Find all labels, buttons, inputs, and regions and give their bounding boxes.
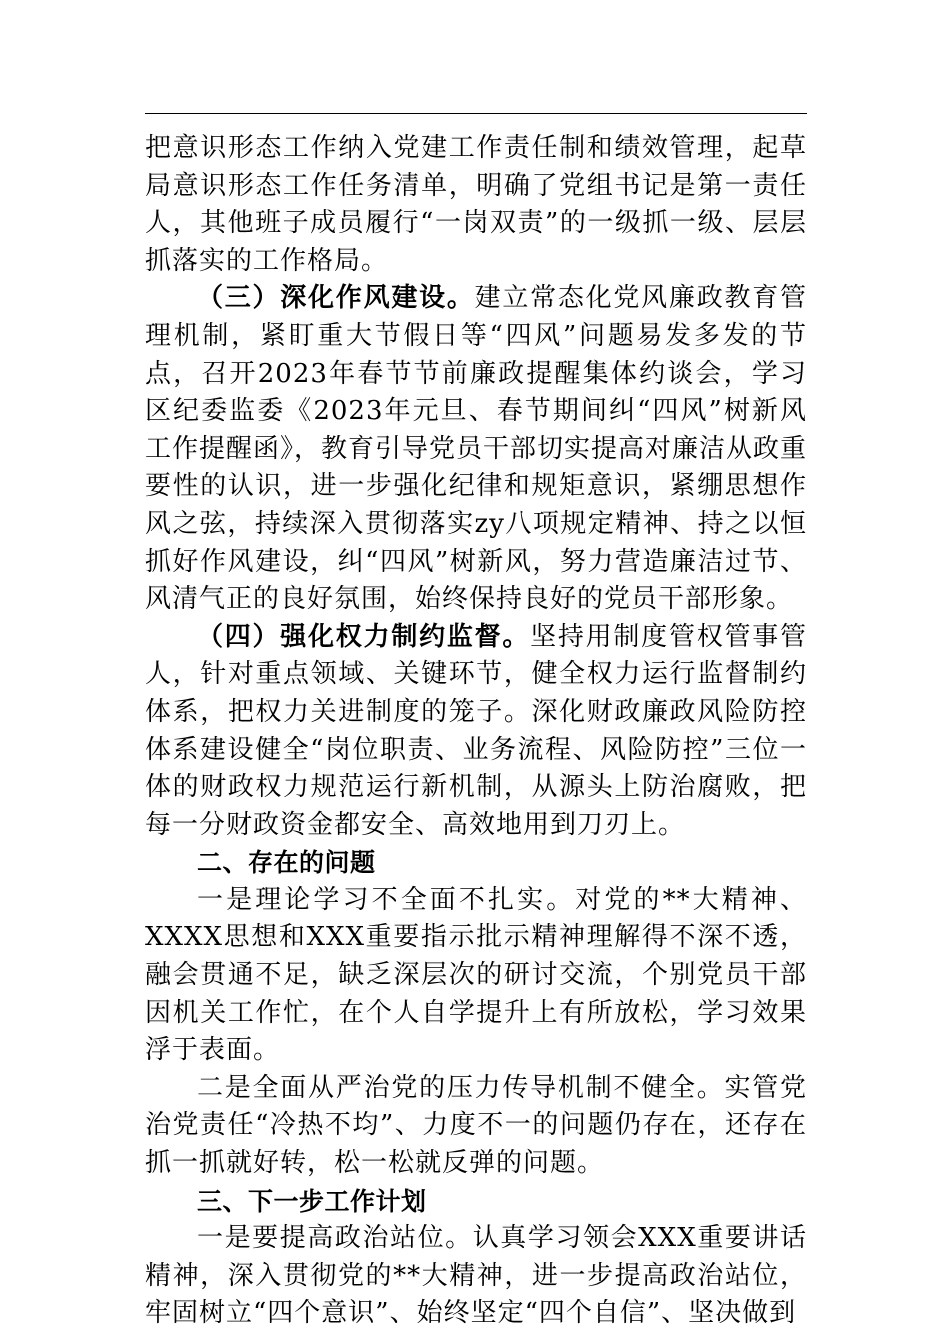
paragraph-section-four	[145, 619, 807, 845]
section-lead: （四）强化权力制约监督。	[197, 621, 531, 652]
paragraph-problem-one	[145, 882, 807, 1070]
paragraph-ideology-continued	[145, 130, 807, 280]
paragraph-problem-two	[145, 1070, 807, 1183]
heading-next-steps: 三、下一步工作计划	[197, 1186, 427, 1216]
document-body	[145, 130, 807, 1333]
heading-existing-problems: 二、存在的问题	[197, 848, 376, 878]
paragraph-text: 一是理论学习不全面不扎实。对党的**大精神、XXXX思想和XXX重要指示批示精神理解得不深不透，融会贯通不足，缺乏深层次的研讨交流，个别党员干部因机关工作忙，在个人自学提升上有所放松，学习效果浮于表面。	[145, 884, 807, 1066]
paragraph-section-three	[145, 280, 807, 618]
section-lead: （三）深化作风建设。	[197, 283, 475, 314]
paragraph-text: 建立常态化党风廉政教育管理机制，紧盯重大节假日等“四风”问题易发多发的节点，召开2023年春节节前廉政提醒集体约谈会，学习区纪委监委《2023年元旦、春节期间纠“四风”树新风工作提醒函》，教育引导党员干部切实提高对廉洁从政重要性的认识，进一步强化纪律和规矩意识，紧绷思想作风之弦，持续深入贯彻落实zy八项规定精神、持之以恒抓好作风建设，纠“四风”树新风，努力营造廉洁过节、风清气正的良好氛围，始终保持良好的党员干部形象。	[145, 283, 808, 615]
paragraph-text: 二是全面从严治党的压力传导机制不健全。实管党治党责任“冷热不均”、力度不一的问题仍存在，还存在抓一抓就好转，松一松就反弹的问题。	[145, 1072, 807, 1179]
paragraph-text: 一是要提高政治站位。认真学习领会XXX重要讲话精神，深入贯彻党的**大精神，进一步提高政治站位，牢固树立“四个意识”、始终坚定“四个自信”、坚决做到	[145, 1223, 807, 1329]
paragraph-text: 坚持用制度管权管事管人，针对重点领域、关键环节，健全权力运行监督制约体系，把权力关进制度的笼子。深化财政廉政风险防控体系建设健全“岗位职责、业务流程、风险防控”三位一体的财政权力规范运行新机制，从源头上防治腐败，把每一分财政资金都安全、高效地用到刀刃上。	[145, 621, 807, 840]
header-rule	[145, 113, 807, 114]
paragraph-plan-one	[145, 1220, 807, 1333]
paragraph-text: 把意识形态工作纳入党建工作责任制和绩效管理，起草局意识形态工作任务清单，明确了党组书记是第一责任人，其他班子成员履行“一岗双责”的一级抓一级、层层抓落实的工作格局。	[145, 133, 807, 276]
